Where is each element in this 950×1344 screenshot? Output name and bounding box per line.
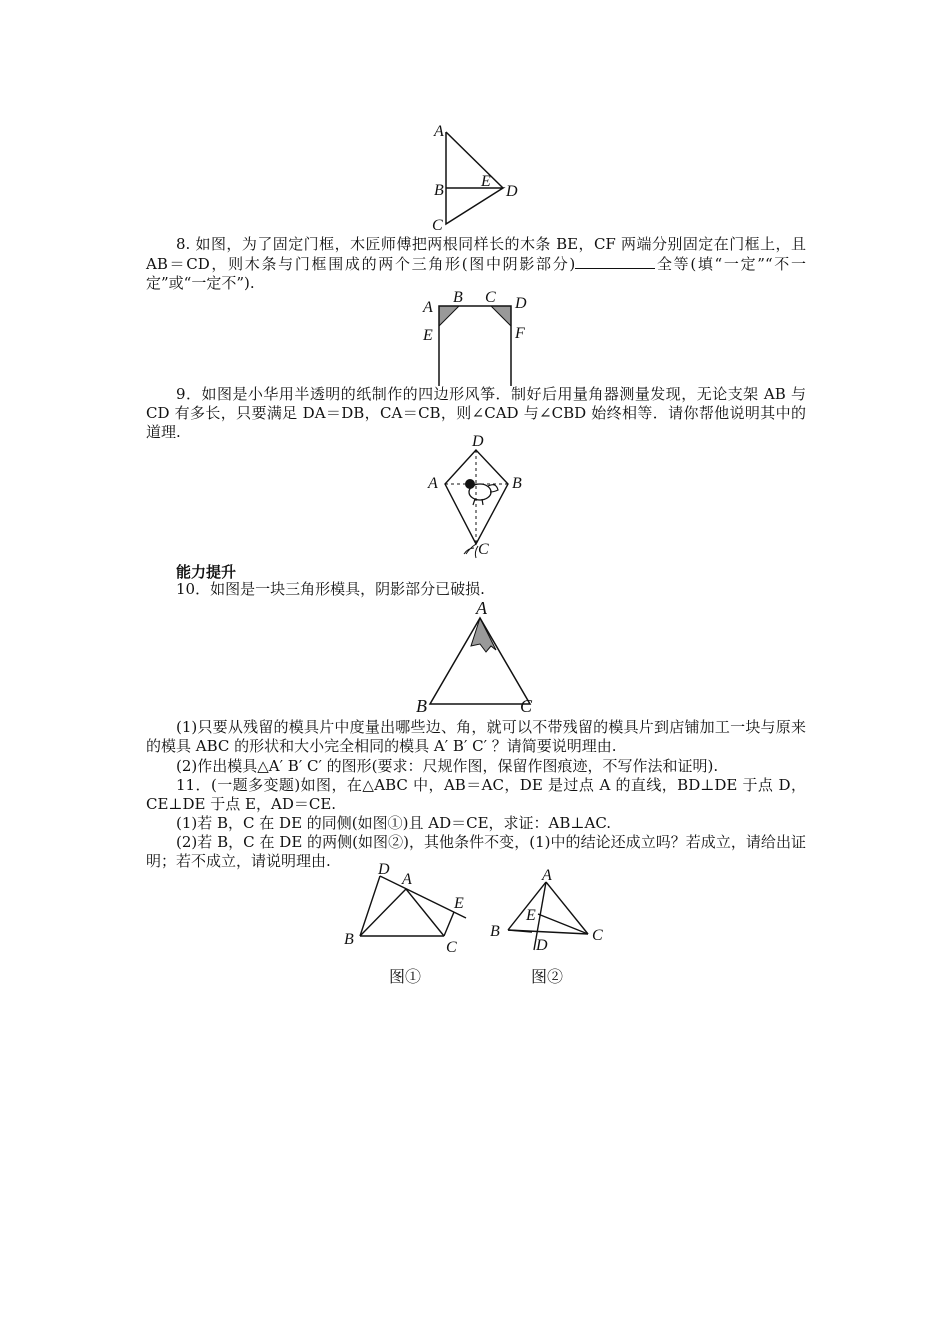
label-C: C (432, 217, 443, 234)
label-A: A (428, 475, 438, 492)
q11-part2: (2)若 B，C 在 DE 的两侧(如图②)，其他条件不变，(1)中的结论还成立吗？若成立，请给出证明；若不成立，请说明理由. (146, 833, 806, 870)
label-B: B (434, 182, 444, 199)
q10-part2: (2)作出模具△A′ B′ C′ 的图形(要求：尺规作图，保留作图痕迹，不写作法和证明). (176, 757, 719, 775)
q8-text (146, 235, 806, 293)
label-C: C (478, 541, 489, 558)
label-B: B (416, 696, 427, 716)
q11-part1: (1)若 B，C 在 DE 的同侧(如图①)且 AD＝CE，求证：AB⊥AC. (176, 814, 612, 832)
label-A: A (542, 867, 552, 884)
figure-q7 (420, 118, 530, 238)
label-A: A (402, 871, 412, 888)
label-C: C (485, 289, 496, 306)
label-F: F (515, 325, 525, 342)
label-E: E (481, 173, 491, 190)
q8-text-b: 全等(填“一定”“不一定”或“一定不”). (146, 255, 806, 292)
label-B: B (512, 475, 522, 492)
q10-stem: 10．如图是一块三角形模具，阴影部分已破损. (176, 580, 485, 598)
q10-part1: (1)只要从残留的模具片中度量出哪些边、角，就可以不带残留的模具片到店铺加工一块与原来的模具 ABC 的形状和大小完全相同的模具 A′ B′ C′ ？请简要说明理由. (146, 718, 806, 755)
label-B: B (490, 923, 500, 940)
label-D: D (472, 433, 484, 450)
q8-answer-blank (575, 254, 655, 269)
label-A: A (434, 123, 444, 140)
section-title: 能力提升 (176, 563, 237, 581)
label-D: D (515, 295, 527, 312)
label-C: C (446, 939, 457, 956)
label-D: D (506, 183, 518, 200)
label-E: E (526, 907, 536, 924)
q8-text-a: 8. 如图，为了固定门框，木匠师傅把两根同样长的木条 BE，CF 两端分别固定在门框上，且 AB＝CD，则木条与门框围成的两个三角形(图中阴影部分) (146, 235, 806, 273)
figure-q9-kite (420, 433, 540, 560)
label-C: C (592, 927, 603, 944)
figure-q11-1 (340, 860, 470, 960)
label-A: A (423, 299, 433, 316)
label-E: E (454, 895, 464, 912)
label-B: B (344, 931, 354, 948)
figure-q8 (415, 290, 540, 390)
label-C: C (520, 696, 533, 716)
label-E: E (423, 327, 433, 344)
label-A: A (476, 598, 487, 618)
q9-text: 9．如图是小华用半透明的纸制作的四边形风筝．制好后用量角器测量发现，无论支架 AB 与 CD 有多长，只要满足 DA＝DB，CA＝CB，则∠CAD 与∠CBD 始终相等．请你帮他说明其中的道理. (146, 385, 806, 441)
label-B: B (453, 289, 463, 306)
figure-2-caption: 图② (531, 967, 564, 986)
q11-stem: 11．(一题多变题)如图，在△ABC 中，AB＝AC，DE 是过点 A 的直线，BD⊥DE 于点 D，CE⊥DE 于点 E，AD＝CE. (146, 776, 806, 813)
label-D: D (536, 937, 548, 954)
rooster-drawing-icon (465, 479, 498, 505)
figure-q11-2 (488, 860, 618, 960)
figure-1-caption: 图① (389, 967, 422, 986)
figure-q10 (412, 598, 542, 714)
label-D: D (378, 861, 390, 878)
